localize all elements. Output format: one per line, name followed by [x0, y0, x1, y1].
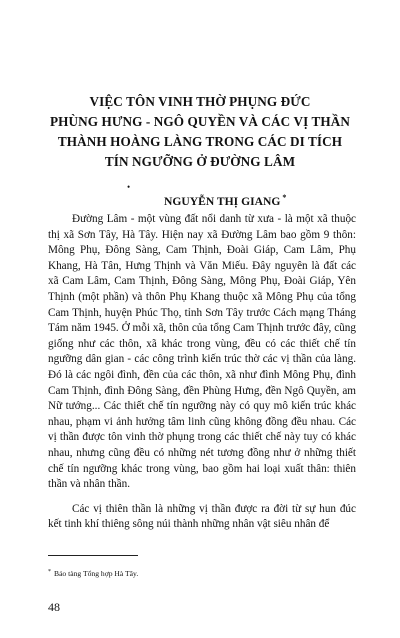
- footnote-divider: [48, 555, 138, 556]
- body-paragraph-1: Đường Lâm - một vùng đất nổi danh từ xưa - là một xã thuộc thị xã Sơn Tây, Hà Tây. Hiện nay xã Đường Lâm bao gồm 9 thôn: Mông Phụ, Đông Sàng, Cam Thịnh, Đoài Giáp, Cam Lâm, Phụ Khang, Hà Tân, Hưng Thịnh và Văn Miếu. Đây nguyên là đất các xã Cam Lâm, Cam Thịnh, Đông Sàng, Mông Phụ, Đoài Giáp, Yên Thịnh (một phần) và thôn Phụ Khang thuộc xã Mông Phụ của tổng Cam Thịnh, huyện Phúc Thọ, tỉnh Sơn Tây trước Cách mạng Tháng Tám năm 1945. Ở mỗi xã, thôn của tổng Cam Thịnh trước đây, cũng giống như các thôn, xã khác trong vùng, đều có các thiết chế tín ngưỡng dân gian - các công trình kiến trúc thờ các vị thần của làng. Đó là các ngôi đình, đền của các thôn, xã như đình Mông Phụ, đình Cam Thịnh, đình Đông Sàng, đền Phùng Hưng, đền Ngô Quyền, am Nữ tướng... Các thiết chế tín ngưỡng này có quy mô kiến trúc khác nhau, phạm vi ảnh hưởng tâm linh cũng không đồng đều nhau. Các vị thần được tôn vinh thờ phụng trong các thiết chế này tuy có khác nhau, nhưng cũng đều có những nét tương đồng như ở những thiết chế tín ngưỡng khác trong vùng, bao gồm hai loại xuất thân: thiên thần và nhân thần.: [48, 213, 356, 491]
- article-body: [48, 212, 356, 533]
- author-footnote-marker: *: [282, 193, 287, 202]
- title-line-1: VIỆC TÔN VINH THỜ PHỤNG ĐỨC: [89, 94, 311, 109]
- author-name: [164, 190, 286, 210]
- page-number: 48: [48, 600, 60, 614]
- footnote-marker: *: [48, 569, 51, 575]
- footnote: [48, 567, 138, 579]
- body-paragraph-2: Các vị thiên thần là những vị thần được ra đời từ sự hun đúc kết tinh khí thiêng sông núi thành những nhân vật siêu nhân để: [48, 502, 356, 531]
- article-title: [40, 92, 360, 172]
- title-line-3: THÀNH HOÀNG LÀNG TRONG CÁC DI TÍCH: [57, 134, 343, 149]
- title-line-2: PHÙNG HƯNG - NGÔ QUYỀN VÀ CÁC VỊ THẦN: [50, 114, 350, 129]
- footnote-text: Bảo tàng Tổng hợp Hà Tây.: [54, 569, 139, 578]
- author-name-text: NGUYỄN THỊ GIANG: [164, 195, 281, 208]
- title-line-4: TÍN NGƯỠNG Ở ĐƯỜNG LÂM: [104, 154, 296, 169]
- bullet-mark: •: [127, 182, 131, 192]
